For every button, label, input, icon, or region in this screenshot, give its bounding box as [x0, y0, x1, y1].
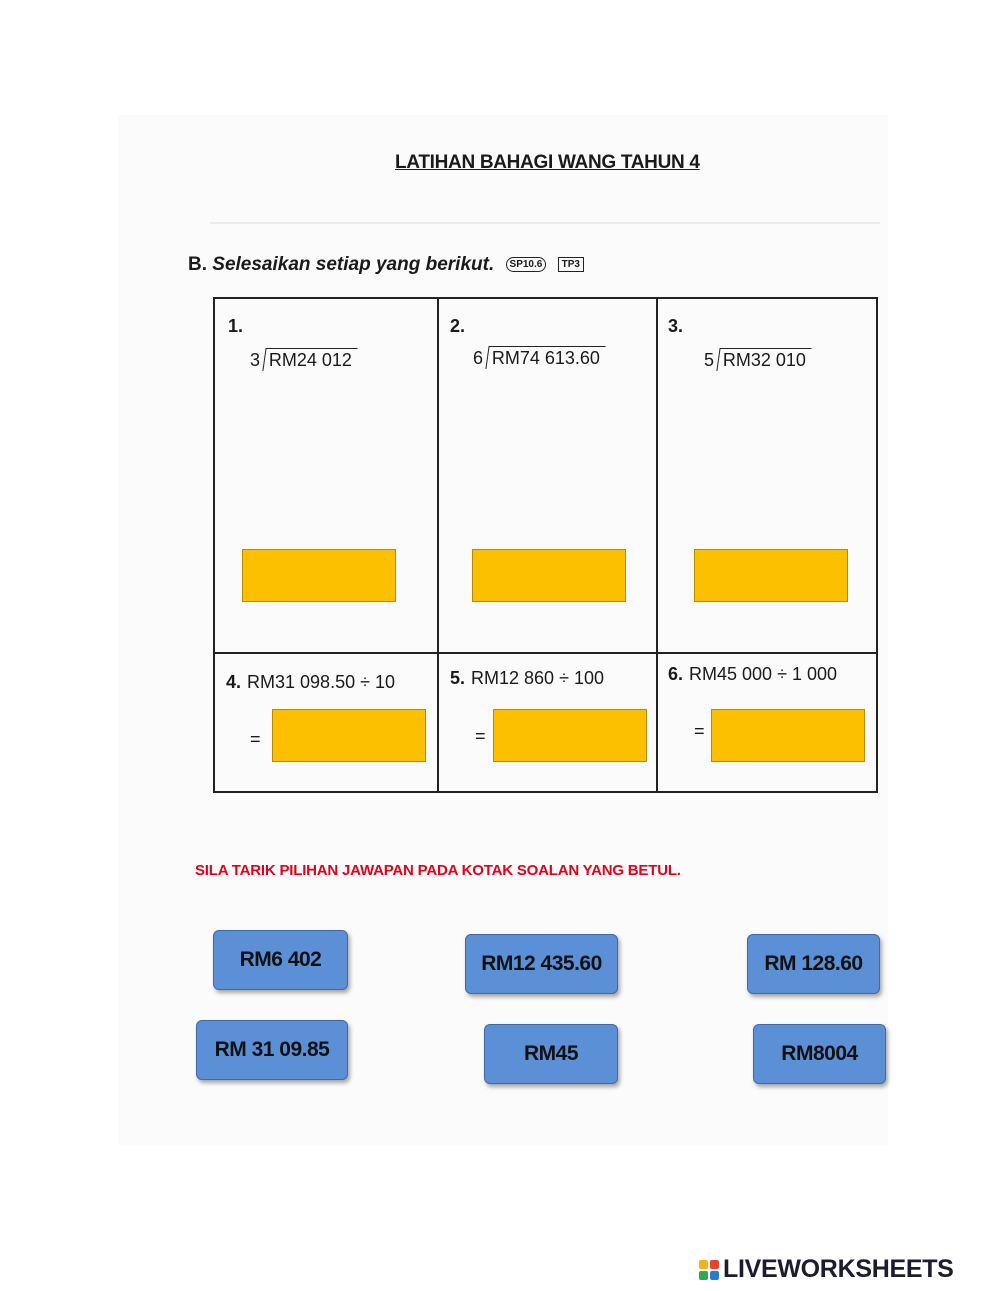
equals-sign: = — [250, 729, 261, 749]
instruction — [188, 254, 584, 276]
answer-chip[interactable]: RM8004 — [753, 1024, 886, 1084]
answer-drop-slot-1[interactable] — [242, 549, 396, 602]
dividend: RM24 012 — [268, 350, 352, 370]
answer-chip[interactable]: RM 31 09.85 — [196, 1020, 348, 1080]
answer-drop-slot-4[interactable] — [272, 709, 426, 762]
expression: RM31 098.50 ÷ 10 — [247, 672, 395, 692]
equals-sign: = — [694, 721, 705, 741]
answer-drop-slot-6[interactable] — [711, 709, 865, 762]
division-question-2 — [473, 346, 604, 369]
answer-drop-slot-3[interactable] — [694, 549, 848, 602]
sp-tag: SP10.6 — [506, 257, 547, 272]
liveworksheets-logo — [699, 1255, 954, 1284]
grid-line — [213, 652, 878, 654]
expression: RM45 000 ÷ 1 000 — [689, 664, 837, 684]
dividend: RM32 010 — [722, 350, 806, 370]
question-number: 5. — [450, 668, 466, 688]
question-number: 1. — [228, 316, 244, 336]
divisor: 5 — [704, 350, 715, 370]
answer-drop-slot-5[interactable] — [493, 709, 647, 762]
drag-instruction: SILA TARIK PILIHAN JAWAPAN PADA KOTAK SOALAN YANG BETUL. — [195, 862, 681, 879]
question-number: 2. — [450, 316, 466, 336]
logo-icon — [699, 1260, 719, 1280]
divisor: 3 — [250, 350, 261, 370]
divisor: 6 — [473, 348, 484, 368]
division-question-1 — [250, 348, 356, 371]
brand-name: LIVEWORKSHEETS — [723, 1255, 954, 1283]
division-question-3 — [704, 348, 810, 371]
answer-chip[interactable]: RM45 — [484, 1024, 618, 1084]
equals-sign: = — [475, 726, 486, 746]
worksheet-title: LATIHAN BAHAGI WANG TAHUN 4 — [395, 152, 700, 173]
instruction-prefix: B. — [188, 254, 207, 275]
expression: RM12 860 ÷ 100 — [471, 668, 604, 688]
answer-chip[interactable]: RM6 402 — [213, 930, 348, 990]
question-number: 4. — [226, 672, 242, 692]
answer-chip[interactable]: RM12 435.60 — [465, 934, 618, 994]
answer-chip[interactable]: RM 128.60 — [747, 934, 880, 994]
instruction-text: Selesaikan setiap yang berikut. — [212, 254, 495, 275]
expression-question-5 — [450, 668, 604, 689]
divider — [210, 222, 880, 224]
dividend: RM74 613.60 — [491, 348, 600, 368]
grid-line — [437, 297, 439, 793]
question-number: 3. — [668, 316, 684, 336]
grid-line — [656, 297, 658, 793]
expression-question-6 — [668, 664, 837, 685]
answer-drop-slot-2[interactable] — [472, 549, 626, 602]
question-number: 6. — [668, 664, 684, 684]
tp-tag: TP3 — [558, 257, 584, 272]
expression-question-4 — [226, 672, 395, 693]
